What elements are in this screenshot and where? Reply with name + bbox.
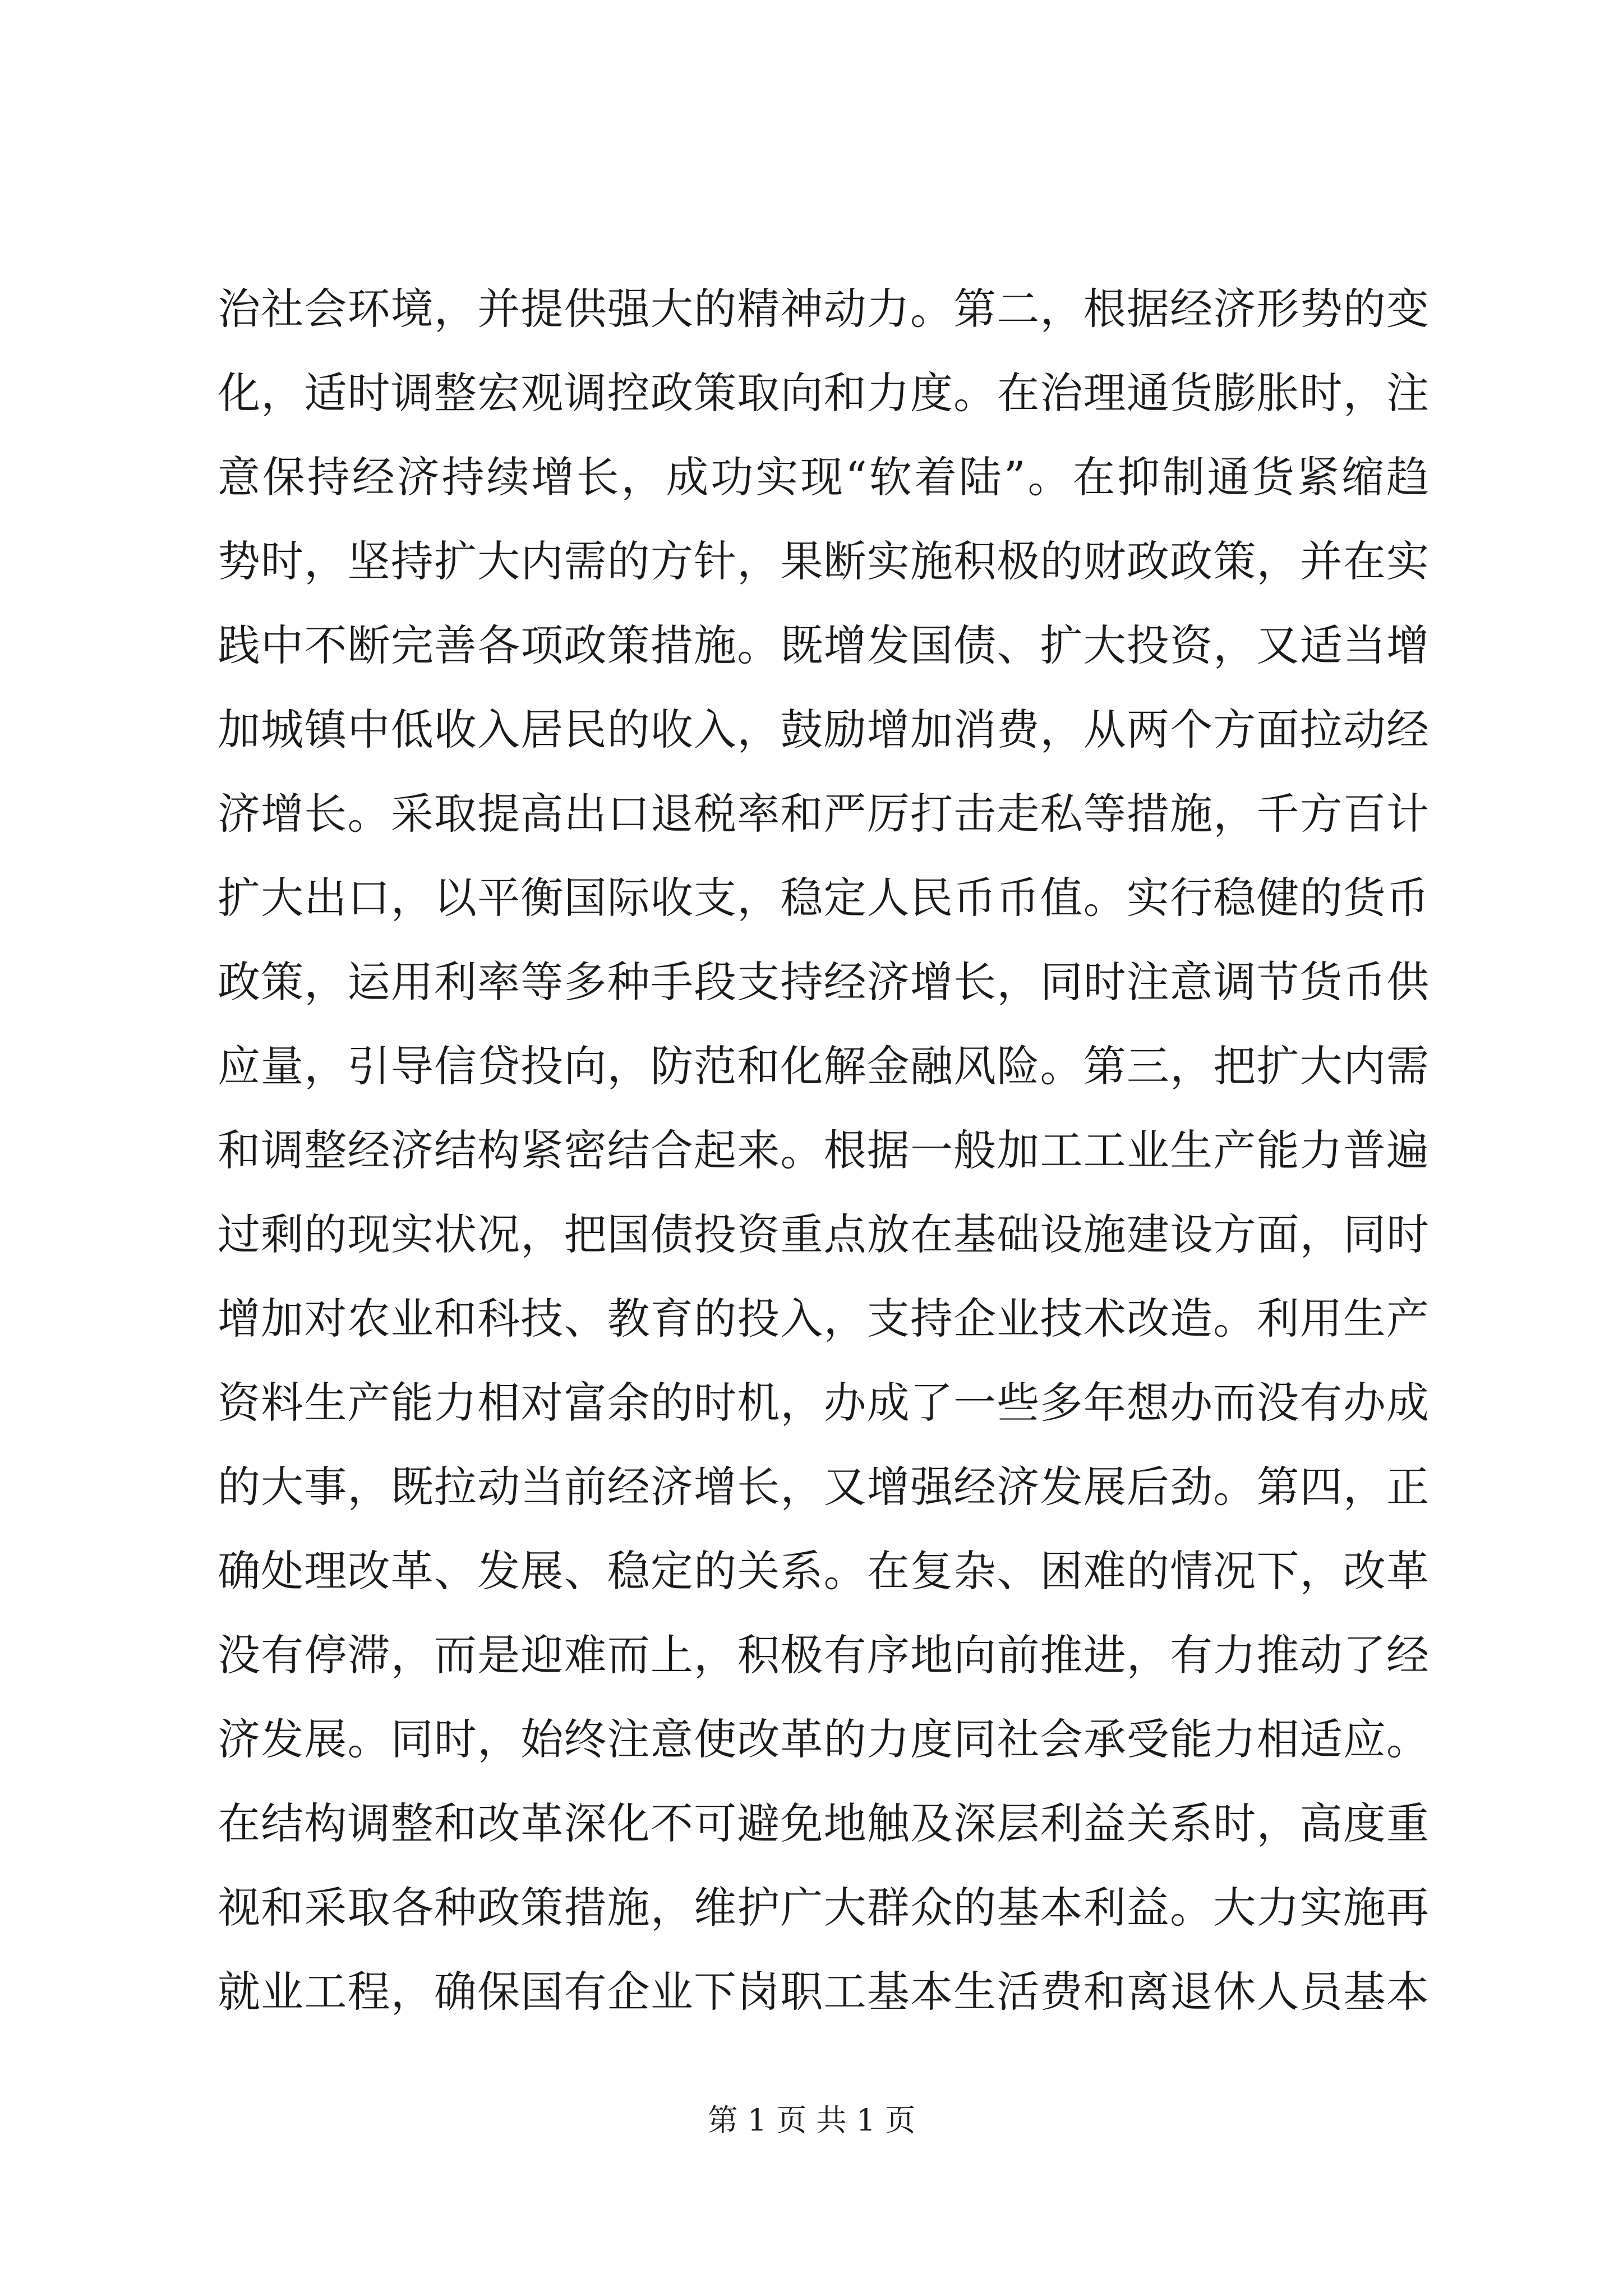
text-line-17: 没有停滞，而是迎难而上，积极有序地向前推进，有力推动了经 (218, 1630, 1429, 1680)
text-line-6: 加城镇中低收入居民的收入，鼓励增加消费，从两个方面拉动经 (218, 705, 1429, 754)
text-line-12: 过剩的现实状况，把国债投资重点放在基础设施建设方面，同时 (218, 1209, 1429, 1259)
text-line-19: 在结构调整和改革深化不可避免地触及深层利益关系时，高度重 (218, 1798, 1429, 1848)
text-line-11: 和调整经济结构紧密结合起来。根据一般加工工业生产能力普遍 (218, 1125, 1429, 1175)
text-line-4: 势时，坚持扩大内需的方针，果断实施积极的财政政策，并在实 (218, 536, 1429, 586)
text-line-15: 的大事，既拉动当前经济增长，又增强经济发展后劲。第四，正 (218, 1462, 1429, 1512)
body-text (218, 267, 1429, 2034)
text-line-1: 治社会环境，并提供强大的精神动力。第二，根据经济形势的变 (218, 284, 1429, 334)
text-line-3: 意保持经济持续增长，成功实现“软着陆”。在抑制通货紧缩趋 (218, 452, 1429, 502)
text-line-13: 增加对农业和科技、教育的投入，支持企业技术改造。利用生产 (218, 1294, 1429, 1343)
text-line-20: 视和采取各种政策措施，维护广大群众的基本利益。大力实施再 (218, 1883, 1429, 1932)
text-line-16: 确处理改革、发展、稳定的关系。在复杂、困难的情况下，改革 (218, 1546, 1429, 1596)
text-line-5: 践中不断完善各项政策措施。既增发国债、扩大投资，又适当增 (218, 620, 1429, 670)
text-line-14: 资料生产能力相对富余的时机，办成了一些多年想办而没有办成 (218, 1378, 1429, 1428)
page-footer: 第 1 页 共 1 页 (707, 2102, 916, 2138)
text-line-10: 应量，引导信贷投向，防范和化解金融风险。第三，把扩大内需 (218, 1041, 1429, 1091)
text-line-8: 扩大出口，以平衡国际收支，稳定人民币币值。实行稳健的货币 (218, 873, 1429, 923)
text-line-7: 济增长。采取提高出口退税率和严厉打击走私等措施，千方百计 (218, 789, 1429, 839)
text-line-21: 就业工程，确保国有企业下岗职工基本生活费和离退休人员基本 (218, 1967, 1429, 2017)
text-line-18: 济发展。同时，始终注意使改革的力度同社会承受能力相适应。 (218, 1714, 1429, 1764)
text-line-9: 政策，运用利率等多种手段支持经济增长，同时注意调节货币供 (218, 957, 1429, 1007)
text-line-2: 化，适时调整宏观调控政策取向和力度。在治理通货膨胀时，注 (218, 368, 1429, 418)
